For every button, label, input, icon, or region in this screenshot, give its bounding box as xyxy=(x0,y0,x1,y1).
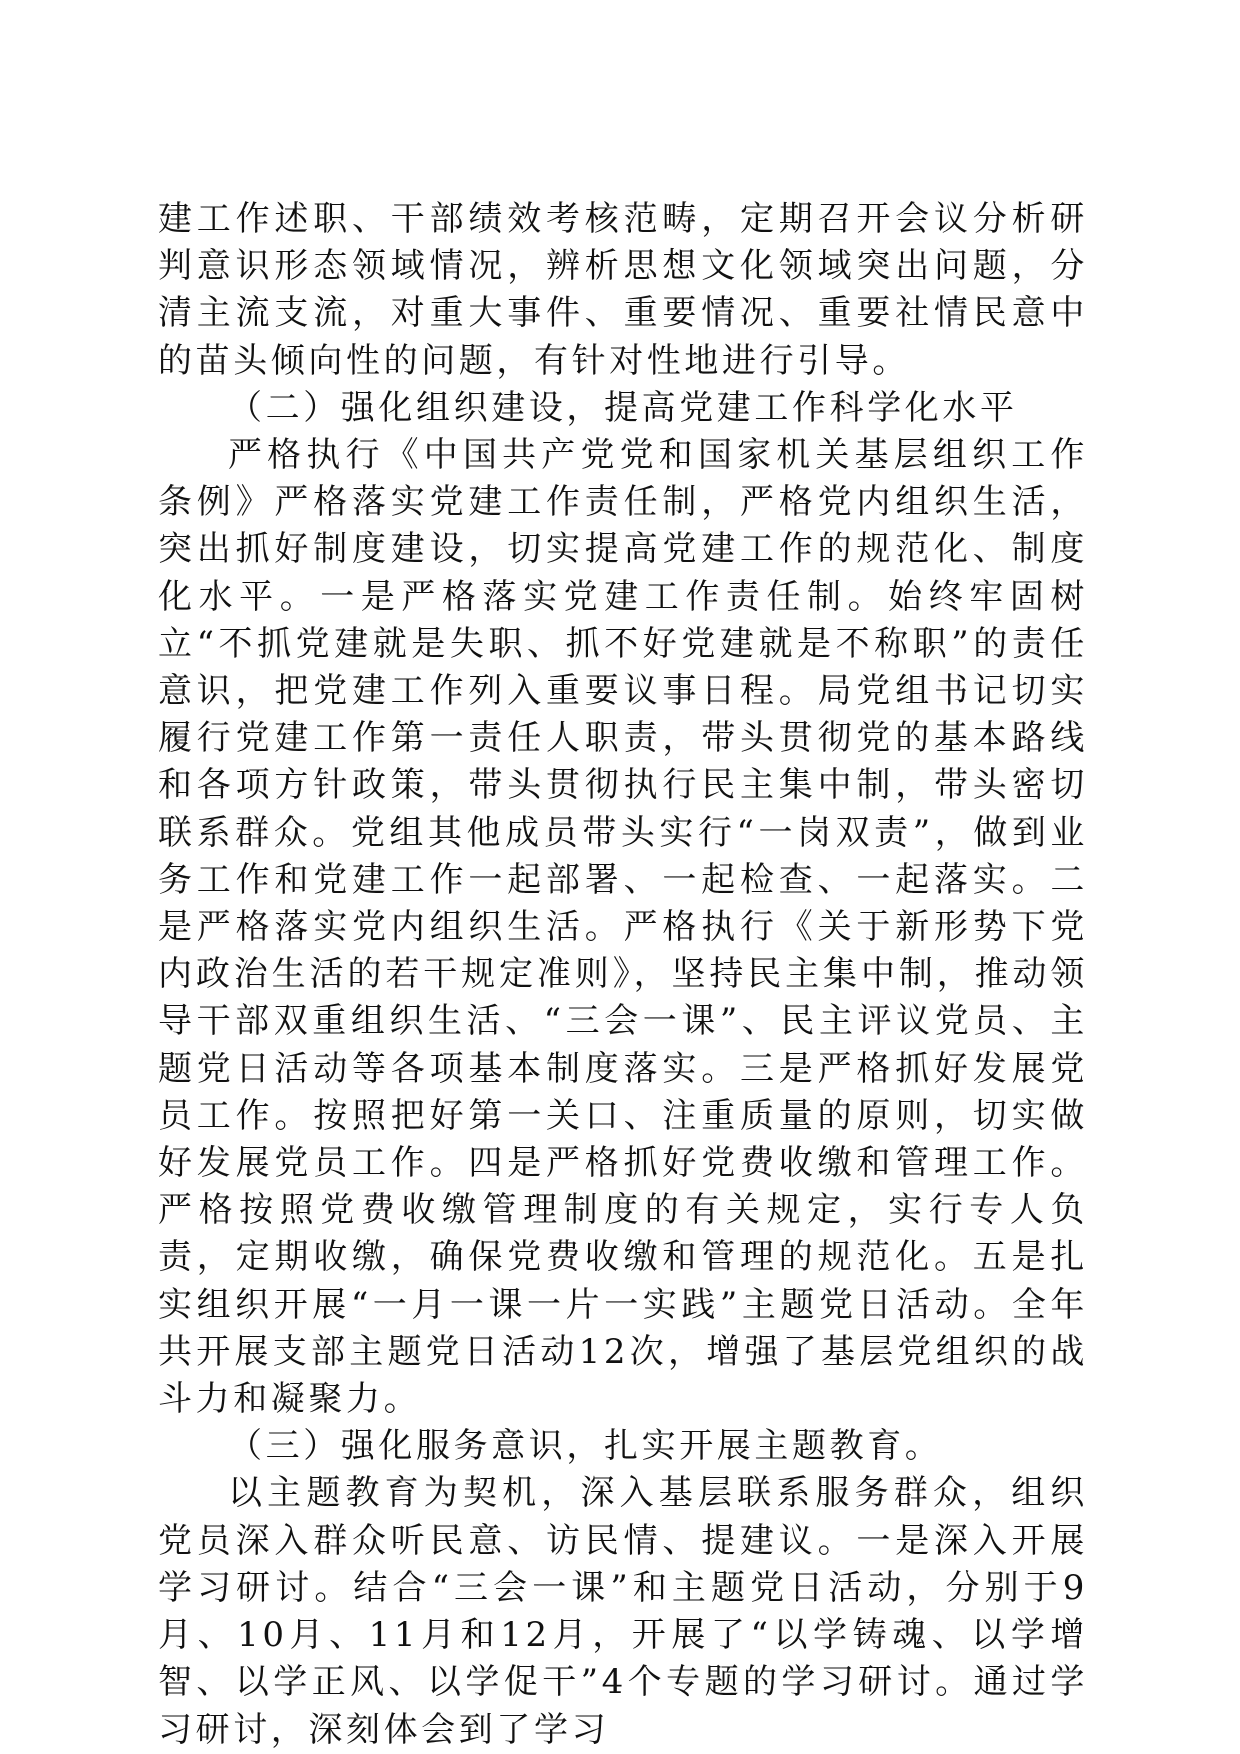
paragraph-continuation: 建工作述职、干部绩效考核范畴，定期召开会议分析研判意识形态领域情况，辨析思想文化领域突出问题，分清主流支流，对重大事件、重要情况、重要社情民意中的苗头倾向性的问题，有针对性地进行引导。 xyxy=(158,199,1088,381)
document-body xyxy=(158,196,1088,1754)
section-heading-service: （三）强化服务意识，扎实开展主题教育。 xyxy=(228,1426,943,1467)
section-heading-organization: （二）强化组织建设，提高党建工作科学化水平 xyxy=(228,387,1018,428)
paragraph-organization-body: 严格执行《中国共产党党和国家机关基层组织工作条例》严格落实党建工作责任制，严格党内组织生活，突出抓好制度建设，切实提高党建工作的规范化、制度化水平。一是严格落实党建工作责任制。始终牢固树立“不抓党建就是失职、抓不好党建就是不称职”的责任意识，把党建工作列入重要议事日程。局党组书记切实履行党建工作第一责任人职责，带头贯彻党的基本路线和各项方针政策，带头贯彻执行民主集中制，带头密切联系群众。党组其他成员带头实行“一岗双责”，做到业务工作和党建工作一起部署、一起检查、一起落实。二是严格落实党内组织生活。严格执行《关于新形势下党内政治生活的若干规定准则》，坚持民主集中制，推动领导干部双重组织生活、“三会一课”、民主评议党员、主题党日活动等各项基本制度落实。三是严格抓好发展党员工作。按照把好第一关口、注重质量的原则，切实做好发展党员工作。四是严格抓好党费收缴和管理工作。严格按照党费收缴管理制度的有关规定，实行专人负责，定期收缴，确保党费收缴和管理的规范化。五是扎实组织开展“一月一课一片一实践”主题党日活动。全年共开展支部主题党日活动12次，增强了基层党组织的战斗力和凝聚力。 xyxy=(158,435,1088,1420)
paragraph-service-body: 以主题教育为契机，深入基层联系服务群众，组织党员深入群众听民意、访民情、提建议。一是深入开展学习研讨。结合“三会一课”和主题党日活动，分别于9月、10月、11月和12月，开展了“以学铸魂、以学增智、以学正风、以学促干”4个专题的学习研讨。通过学习研讨，深刻体会到了学习 xyxy=(158,1473,1088,1750)
